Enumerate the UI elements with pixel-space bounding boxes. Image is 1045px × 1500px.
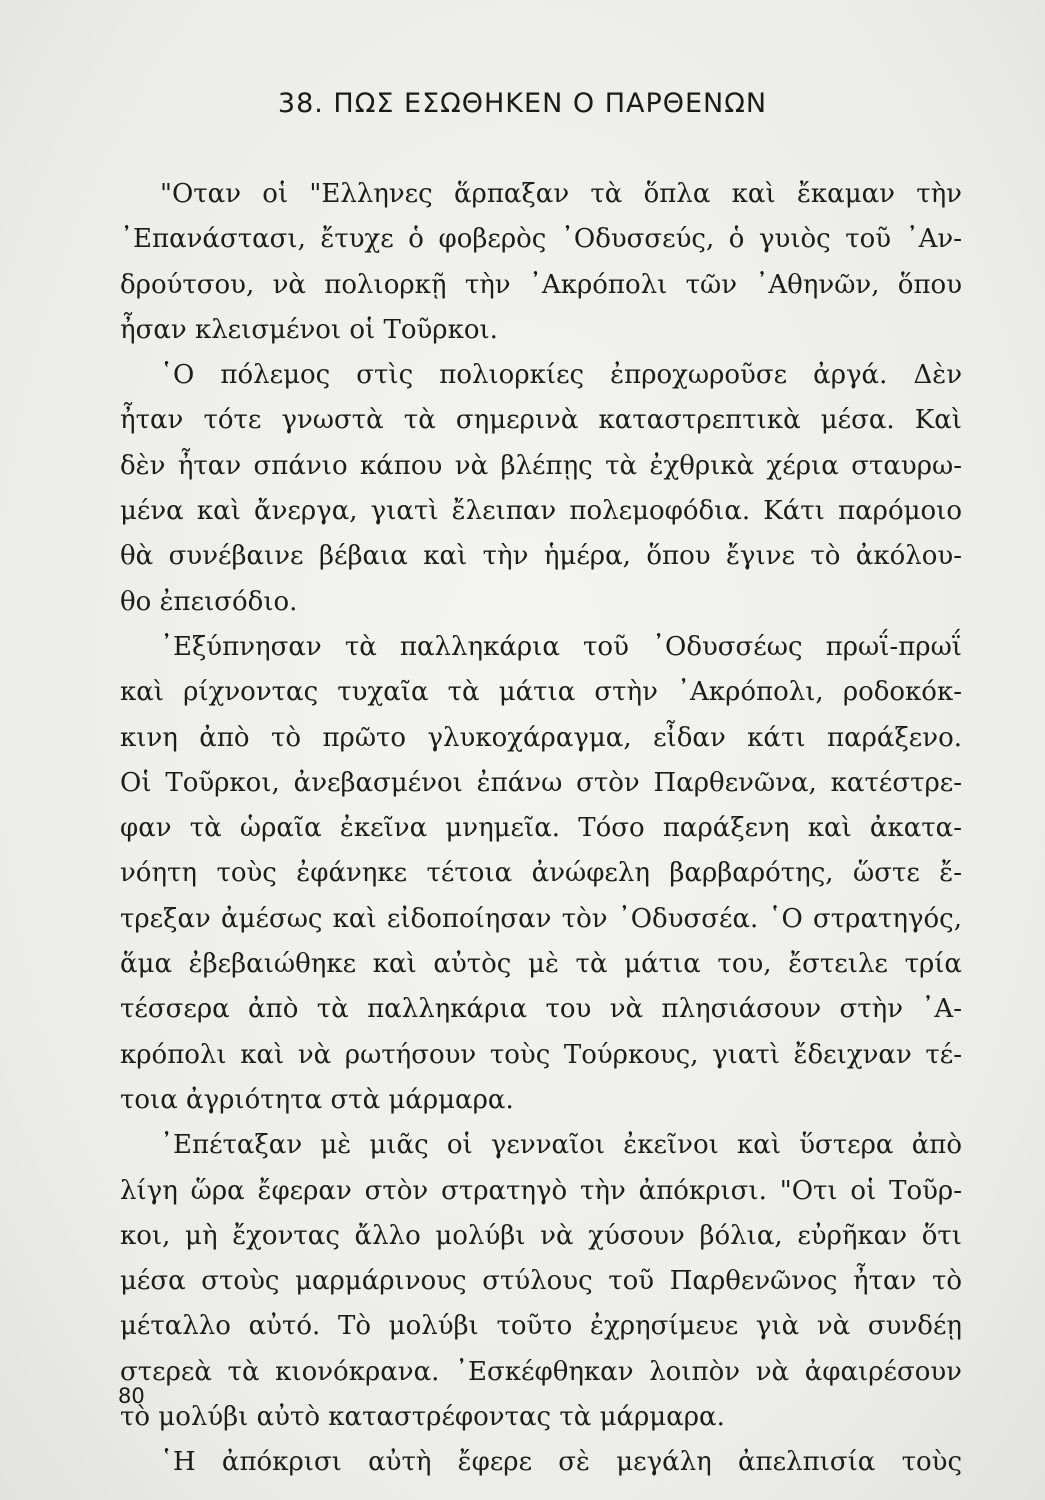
text-line: τέσσερα ἀπὸ τὰ παλληκάρια του νὰ πλησιάσουν στὴν ᾿Α- [120,994,962,1025]
text-line: στερεὰ τὰ κιονόκρανα. ᾿Εσκέφθηκαν λοιπὸν νὰ ἀφαιρέσουν [120,1356,962,1387]
text-line: νόητη τοὺς ἐφάνηκε τέτοια ἀνώφελη βαρβαρότης, ὥστε ἔ- [120,858,962,889]
text-line: τοια ἀγριότητα στὰ μάρμαρα. [120,1084,514,1115]
text-line: ῾Η ἀπόκρισι αὐτὴ ἔφερε σὲ μεγάλη ἀπελπισία τοὺς [160,1447,962,1478]
text-line: μέταλλο αὐτό. Τὸ μολύβι τοῦτο ἐχρησίμευε γιὰ νὰ συνδέῃ [120,1311,962,1342]
text-line: ἦσαν κλεισμένοι οἱ Τοῦρκοι. [120,314,498,345]
text-line: ἅμα ἐβεβαιώθηκε καὶ αὐτὸς μὲ τὰ μάτια του, ἔστειλε τρία [120,949,962,980]
text-line: τὸ μολύβι αὐτὸ καταστρέφοντας τὰ μάρμαρα. [120,1402,725,1433]
text-line: τρεξαν ἀμέσως καὶ εἰδοποίησαν τὸν ᾿Οδυσσέα. ῾Ο στρατηγός, [120,903,962,934]
text-line: κοι, μὴ ἔχοντας ἄλλο μολύβι νὰ χύσουν βόλια, εὐρῆκαν ὅτι [120,1220,962,1251]
text-line: μέσα στοὺς μαρμάρινους στύλους τοῦ Παρθενῶνος ἦταν τὸ [120,1266,962,1297]
text-line: κινη ἀπὸ τὸ πρῶτο γλυκοχάραγμα, εἶδαν κάτι παράξενο. [120,722,962,753]
text-line: ᾿Επέταξαν μὲ μιᾶς οἱ γενναῖοι ἐκεῖνοι καὶ ὕστερα ἀπὸ [160,1130,962,1161]
text-line: ᾿Επανάστασι, ἔτυχε ὁ φοβερὸς ᾿Οδυσσεύς, ὁ γυιὸς τοῦ ᾿Αν- [120,224,962,255]
text-line: θὰ συνέβαινε βέβαια καὶ τὴν ἡμέρα, ὅπου ἔγινε τὸ ἀκόλου- [120,541,962,572]
text-line: ᾿Εξύπνησαν τὰ παλληκάρια τοῦ ᾿Οδυσσέως πρωΐ-πρωΐ [160,631,962,662]
text-line: θο ἐπεισόδιο. [120,586,298,617]
text-line: φαν τὰ ὡραῖα ἐκεῖνα μνημεῖα. Τόσο παράξενη καὶ ἀκατα- [120,813,962,844]
text-line: "Οταν οἱ "Ελληνες ἅρπαξαν τὰ ὅπλα καὶ ἔκαμαν τὴν [160,179,962,209]
text-line: δὲν ἦταν σπάνιο κάπου νὰ βλέπῃς τὰ ἐχθρικὰ χέρια σταυρω- [120,450,962,481]
text-line: ἦταν τότε γνωστὰ τὰ σημερινὰ καταστρεπτικὰ μέσα. Καὶ [120,405,962,436]
text-line: μένα καὶ ἄνεργα, γιατὶ ἔλειπαν πολεμοφόδια. Κάτι παρόμοιο [120,496,962,527]
text-line: κρόπολι καὶ νὰ ρωτήσουν τοὺς Τούρκους, γιατὶ ἔδειχναν τέ- [120,1039,962,1070]
page-number: 80 [118,1384,145,1408]
text-line: ῾Ο πόλεμος στὶς πολιορκίες ἐπροχωροῦσε ἀργά. Δὲν [160,360,962,391]
body-text [120,172,962,1486]
text-line: λίγη ὥρα ἔφεραν στὸν στρατηγὸ τὴν ἀπόκρισι. "Οτι οἱ Τοῦρ- [120,1175,962,1206]
chapter-title: 38. ΠΩΣ ΕΣΩΘΗΚΕΝ Ο ΠΑΡΘΕΝΩΝ [277,88,768,119]
text-line: Οἱ Τοῦρκοι, ἀνεβασμένοι ἐπάνω στὸν Παρθενῶνα, κατέστρε- [120,767,962,798]
text-line: καὶ ρίχνοντας τυχαῖα τὰ μάτια στὴν ᾿Ακρόπολι, ροδοκόκ- [120,677,962,708]
text-line: δρούτσου, νὰ πολιορκῇ τὴν ᾿Ακρόπολι τῶν ᾿Αθηνῶν, ὅπου [120,269,962,300]
